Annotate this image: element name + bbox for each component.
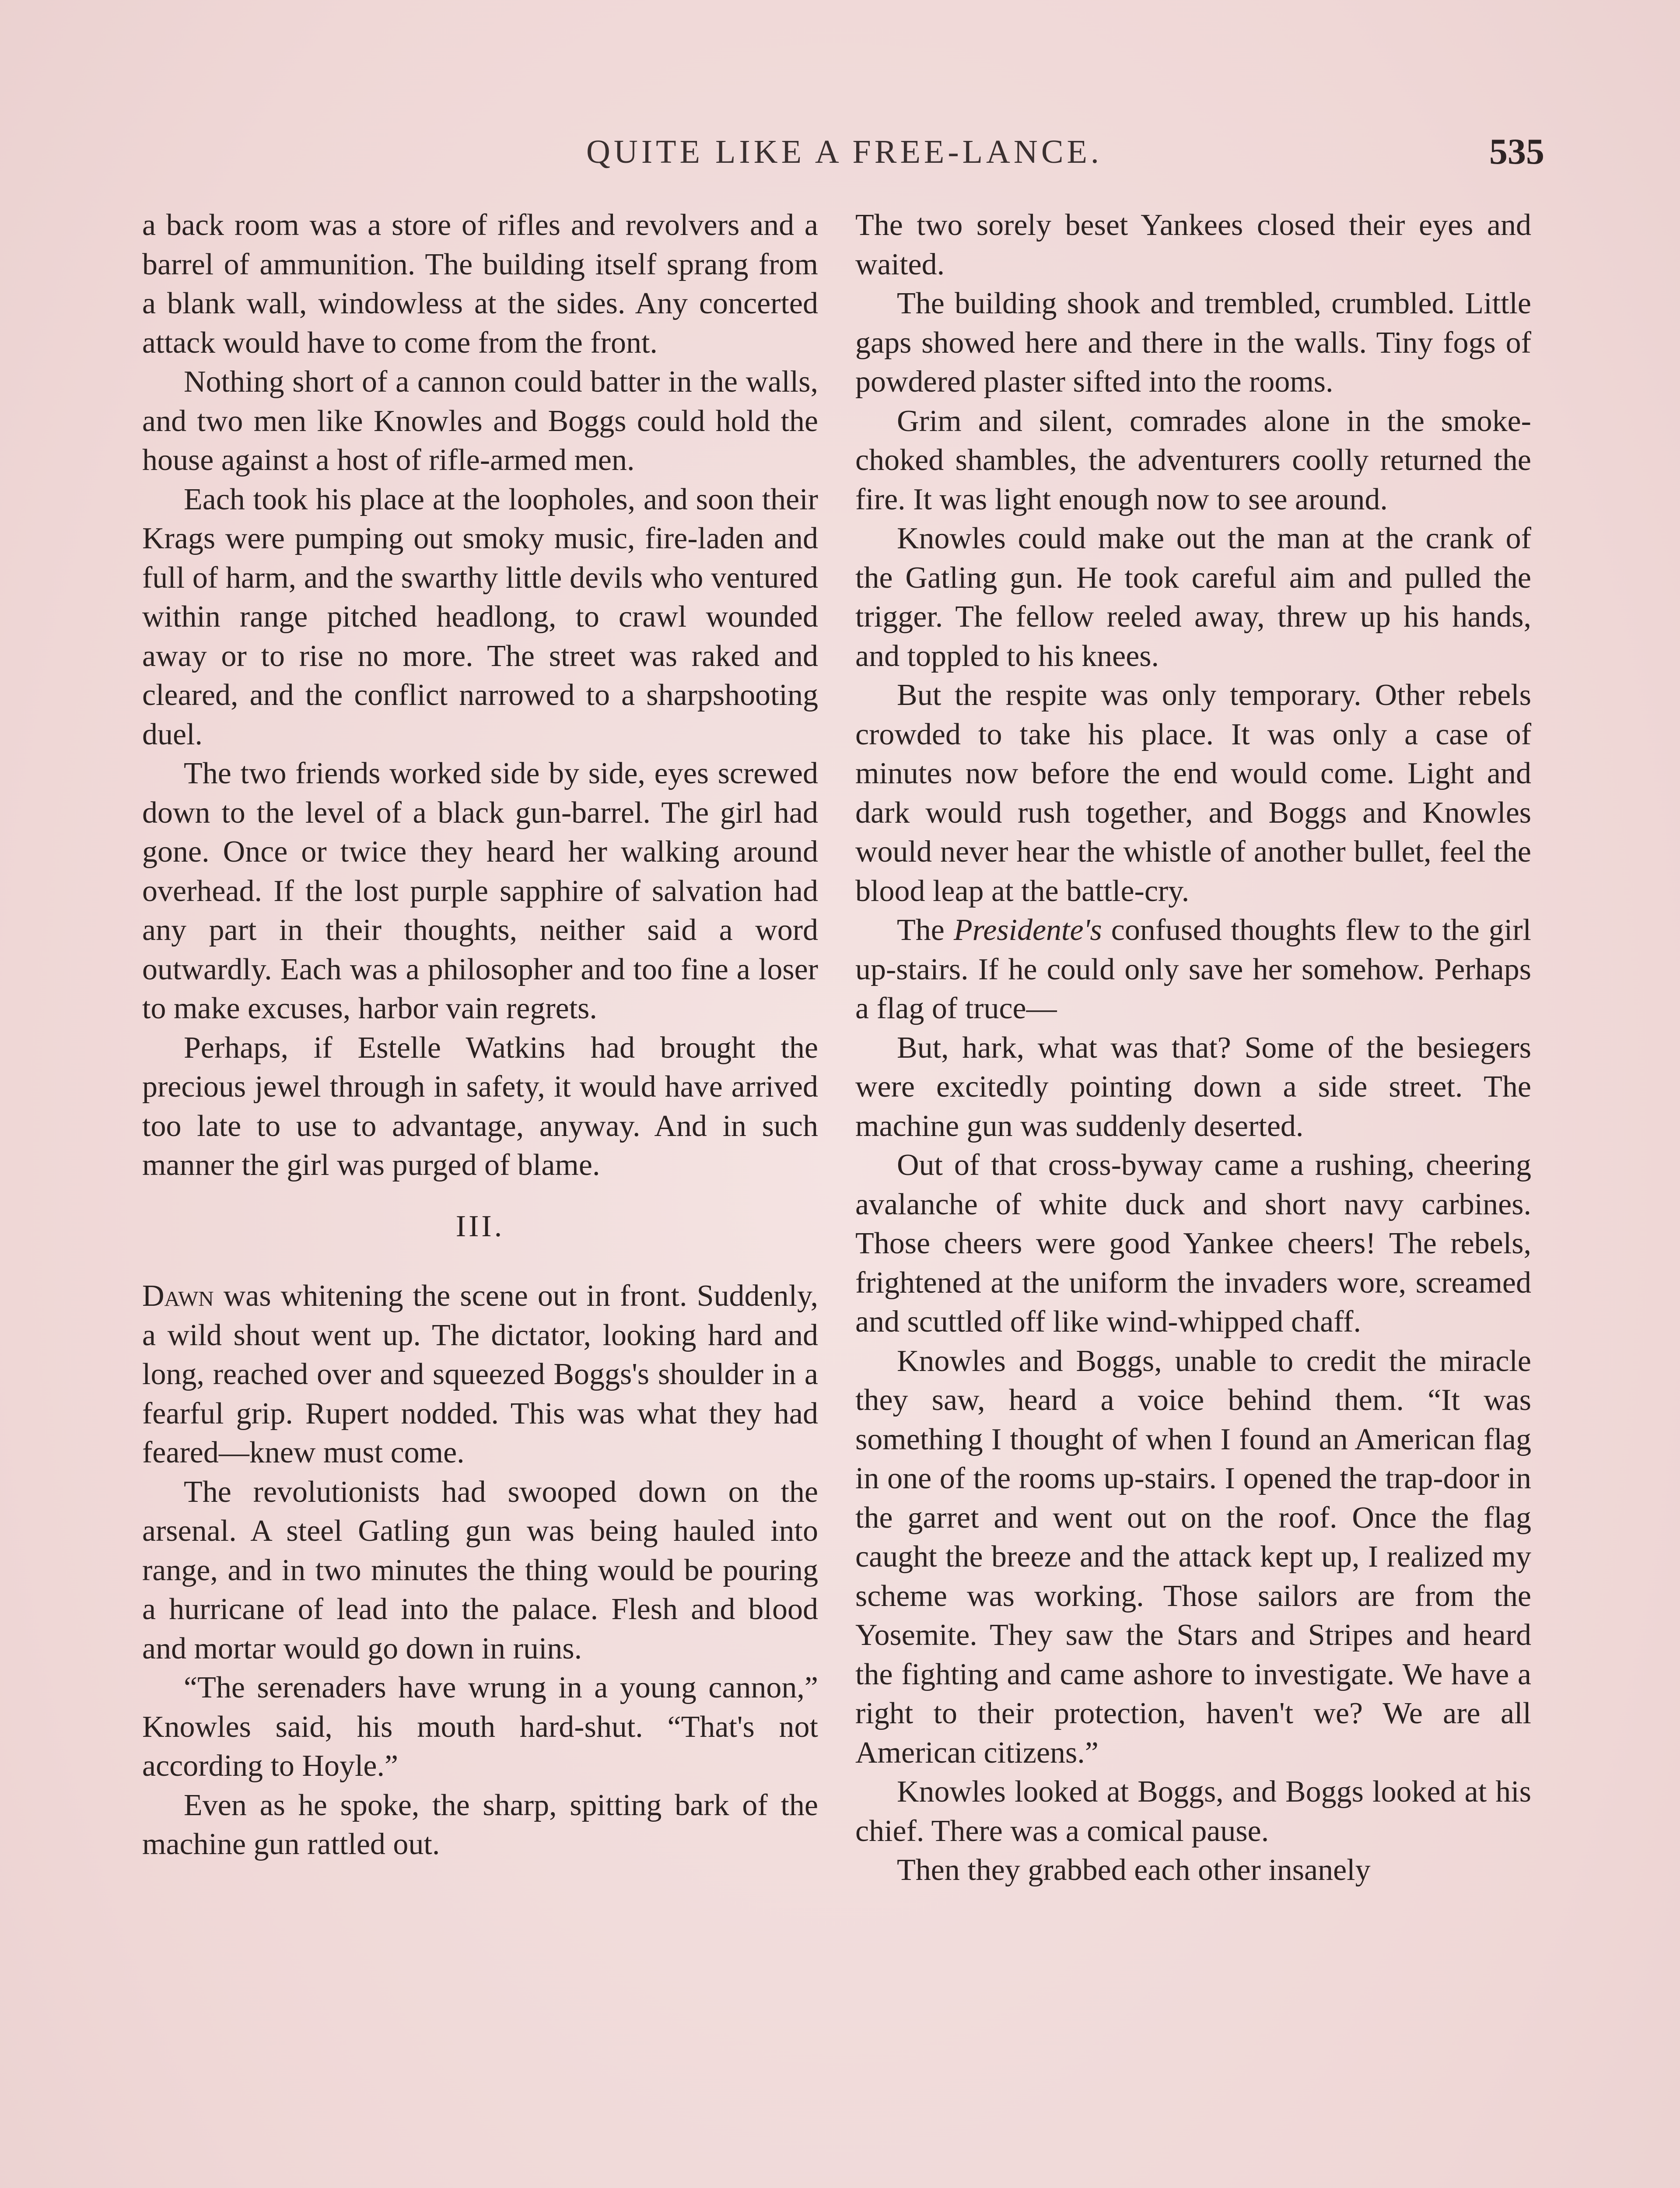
paragraph: The two sorely beset Yankees closed their eyes and waited. <box>855 208 1531 281</box>
paragraph: Knowles and Boggs, unable to credit the miracle they saw, heard a voice behind them. “It was something I thought of when I found an American flag in one of the rooms up-stairs. I opened the trap-door in the garret and went out on the roof. Once the flag caught the breeze and the attack kept up, I realized my scheme was working. Those sailors are from the Yosemite. They saw the Stars and Stripes and heard the fighting and came ashore to investigate. We have a right to their protection, haven't we? We are all American citizens.” <box>855 1344 1531 1770</box>
section-opening-paragraph <box>142 1276 818 1473</box>
paragraph: Grim and silent, comrades alone in the smoke-choked shambles, the adventurers coolly returned the fire. It was light enough now to see around. <box>855 404 1531 516</box>
paragraph: But the respite was only temporary. Other rebels crowded to take his place. It was only a case of minutes now before the end would come. Light and dark would rush together, and Boggs and Knowles would never hear the whistle of another bullet, feel the blood leap at the battle-cry. <box>855 678 1531 908</box>
opening-text: was whitening the scene out in front. Suddenly, a wild shout went up. The dictator, looking hard and long, reached over and squeezed Boggs's shoulder in a fearful grip. Rupert nodded. This was what they had feared—knew must come. <box>142 1279 818 1469</box>
paragraph: Perhaps, if Estelle Watkins had brought the precious jewel through in safety, it would have arrived too late to use to advantage, anyway. And in such manner the girl was purged of blame. <box>142 1031 818 1182</box>
drop-word: Dawn <box>142 1279 214 1313</box>
italic-word: Presidente's <box>953 913 1102 947</box>
paragraph: a back room was a store of rifles and revolvers and a barrel of ammunition. The building itself sprang from a blank wall, windowless at the sides. Any concerted attack would have to come from the front. <box>142 208 818 360</box>
paragraph: The building shook and trembled, crumbled. Little gaps showed here and there in the walls. Tiny fogs of powdered plaster sifted into the rooms. <box>855 287 1531 399</box>
paragraph: Knowles could make out the man at the crank of the Gatling gun. He took careful aim and pulled the trigger. The fellow reeled away, threw up his hands, and toppled to his knees. <box>855 522 1531 673</box>
paragraph: Out of that cross-byway came a rushing, cheering avalanche of white duck and short navy carbines. Those cheers were good Yankee cheers! The rebels, frightened at the uniform the invaders wore, screamed and scuttled off like wind-whipped chaff. <box>855 1148 1531 1339</box>
page-number: 535 <box>1489 131 1544 172</box>
text-span: confused thoughts flew to the girl up-stairs. If he could only save her somehow. Perhaps a flag of truce— <box>855 913 1532 1025</box>
paragraph: Nothing short of a cannon could batter in the walls, and two men like Knowles and Boggs could hold the house against a host of rifle-armed men. <box>142 365 818 477</box>
page-header <box>144 127 1544 184</box>
paragraph: “The serenaders have wrung in a young cannon,” Knowles said, his mouth hard-shut. “That's not according to Hoyle.” <box>142 1671 818 1783</box>
paragraph: Then they grabbed each other insanely <box>897 1853 1371 1887</box>
left-column <box>142 206 818 1864</box>
right-column <box>855 206 1531 1890</box>
paragraph: Knowles looked at Boggs, and Boggs looked at his chief. There was a comical pause. <box>855 1775 1531 1848</box>
paragraph: The two friends worked side by side, eyes screwed down to the level of a black gun-barrel. The girl had gone. Once or twice they heard her walking around overhead. If the lost purple sapphire of salvation had any part in their thoughts, neither said a word outwardly. Each was a philosopher and too fine a loser to make excuses, harbor vain regrets. <box>142 757 818 1025</box>
paragraph: But, hark, what was that? Some of the besiegers were excitedly pointing down a side street. The machine gun was suddenly deserted. <box>855 1031 1531 1143</box>
text-span: The <box>897 913 954 947</box>
running-title: QUITE LIKE A FREE-LANCE. <box>586 133 1102 170</box>
paragraph: Each took his place at the loopholes, and soon their Krags were pumping out smoky music, fire-laden and full of harm, and the swarthy little devils who ventured within range pitched headlong, to crawl wounded away or to rise no more. The street was raked and cleared, and the conflict narrowed to a sharpshooting duel. <box>142 482 818 751</box>
paragraph <box>855 911 1531 1028</box>
paragraph: Even as he spoke, the sharp, spitting bark of the machine gun rattled out. <box>142 1788 818 1861</box>
paragraph: The revolutionists had swooped down on the arsenal. A steel Gatling gun was being hauled into range, and in two minutes the thing would be pouring a hurricane of lead into the palace. Flesh and blood and mortar would go down in ruins. <box>142 1475 818 1666</box>
section-heading: III. <box>455 1209 505 1243</box>
